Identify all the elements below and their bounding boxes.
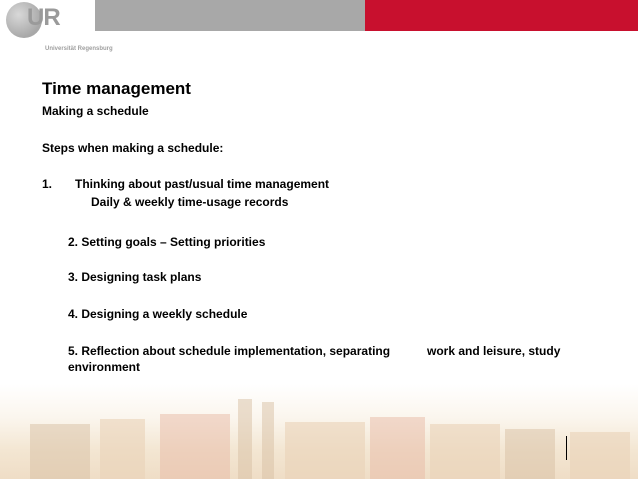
- step-5-line-2: environment: [68, 360, 141, 374]
- step-5-line-1-part-a: 5. Reflection about schedule implementation, separating: [68, 344, 391, 358]
- header-gray-bar: [95, 0, 365, 31]
- step-4: 4. Designing a weekly schedule: [68, 307, 248, 321]
- steps-intro: Steps when making a schedule:: [42, 141, 224, 155]
- step-3: 3. Designing task plans: [68, 270, 202, 284]
- logo-caption: Universität Regensburg: [45, 46, 113, 52]
- step-1-text: Thinking about past/usual time management: [75, 177, 330, 191]
- logo-letters: UR: [27, 4, 60, 31]
- divider-line: [566, 436, 567, 460]
- slide-subtitle: Making a schedule: [42, 104, 149, 118]
- university-logo: [0, 0, 113, 55]
- step-5-line-1-part-b: work and leisure, study: [427, 344, 561, 358]
- step-1-number: 1.: [42, 177, 53, 191]
- step-1-detail: Daily & weekly time-usage records: [91, 195, 289, 209]
- city-skyline-background: [0, 384, 638, 479]
- slide-title: Time management: [42, 79, 191, 98]
- step-2: 2. Setting goals – Setting priorities: [68, 235, 266, 249]
- header-red-bar: [365, 0, 638, 31]
